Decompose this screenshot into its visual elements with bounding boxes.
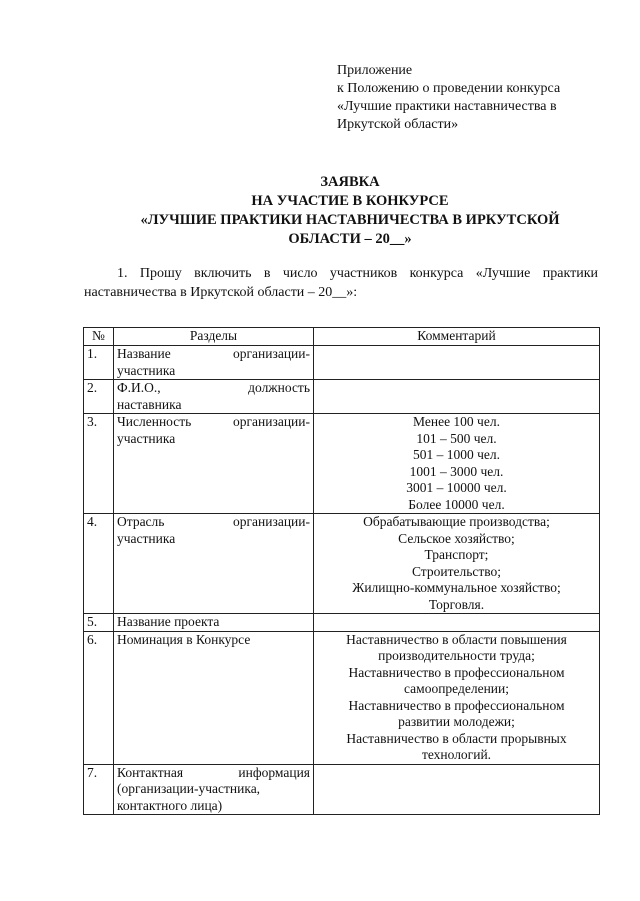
row-section: [114, 346, 314, 380]
row-section: [114, 514, 314, 614]
table-row: [84, 764, 600, 815]
row-comment-empty: [314, 764, 600, 815]
row-number: 1.: [84, 346, 114, 380]
intro-word: 1.: [117, 266, 128, 281]
section-word: организации-: [233, 514, 310, 529]
section-line: участника: [117, 530, 176, 546]
comment-line: 3001 – 10000 чел.: [406, 480, 507, 495]
row-comment: [314, 631, 600, 764]
comment-line: Наставничество в области прорывных: [346, 730, 567, 746]
appendix-line: Приложение: [337, 63, 413, 78]
row-comment: [314, 414, 600, 514]
document-title: [60, 173, 640, 249]
appendix-block: [337, 62, 627, 134]
header-comment: Комментарий: [314, 328, 600, 346]
comment-line: развитии молодежи;: [398, 714, 515, 729]
row-number: 7.: [84, 764, 114, 815]
comment-line: 1001 – 3000 чел.: [409, 463, 504, 479]
intro-paragraph: [84, 264, 598, 302]
comment-line: 101 – 500 чел.: [416, 430, 497, 446]
section-word: Ф.И.О.,: [117, 380, 161, 395]
row-section: [114, 414, 314, 514]
row-comment-empty: [314, 380, 600, 414]
appendix-line: Иркутской области»: [337, 117, 459, 132]
row-comment: [314, 514, 600, 614]
intro-word: практики: [542, 266, 598, 281]
intro-line-2: наставничества в Иркутской области – 20__»:: [84, 285, 358, 300]
intro-word: в: [263, 266, 271, 281]
section-word: Название: [117, 346, 171, 361]
comment-line: Обрабатывающие производства;: [363, 514, 550, 529]
comment-line: Менее 100 чел.: [413, 414, 500, 429]
table-row: [84, 414, 600, 514]
appendix-line: к Положению о проведении конкурса: [337, 81, 561, 96]
section-word: организации-: [233, 346, 310, 361]
section-word: организации-: [233, 414, 310, 429]
appendix-line: «Лучшие практики наставничества в: [337, 99, 557, 114]
row-comment-empty: [314, 346, 600, 380]
section-line: участника: [117, 430, 176, 446]
intro-word: участников: [329, 266, 398, 281]
title-line: НА УЧАСТИЕ В КОНКУРСЕ: [251, 193, 449, 209]
section-word: должность: [248, 380, 310, 395]
title-line: ОБЛАСТИ – 20__»: [288, 231, 412, 247]
table-row: [84, 614, 600, 632]
comment-line: Строительство;: [411, 563, 502, 579]
comment-line: самоопределении;: [404, 681, 509, 696]
comment-line: Наставничество в профессиональном: [348, 664, 565, 680]
comment-line: Более 10000 чел.: [408, 496, 505, 512]
row-section: Название проекта: [114, 614, 314, 632]
table-header-row: [84, 328, 600, 346]
comment-line: производительности труда;: [378, 648, 535, 663]
comment-line: технологий.: [421, 747, 492, 762]
intro-word: включить: [194, 266, 252, 281]
comment-line: Наставничество в профессиональном: [348, 697, 565, 713]
section-word: Отрасль: [117, 514, 165, 529]
section-word: информация: [238, 764, 310, 780]
comment-line: Жилищно-коммунальное хозяйство;: [352, 580, 561, 595]
header-sections: Разделы: [114, 328, 314, 346]
row-comment-empty: [314, 614, 600, 632]
row-number: 6.: [84, 631, 114, 764]
row-section: Номинация в Конкурсе: [114, 631, 314, 764]
section-line: наставника: [117, 396, 182, 412]
table-row: [84, 380, 600, 414]
intro-word: конкурса: [409, 266, 464, 281]
title-line: «ЛУЧШИЕ ПРАКТИКИ НАСТАВНИЧЕСТВА В ИРКУТСКОЙ: [140, 212, 560, 228]
row-number: 3.: [84, 414, 114, 514]
comment-line: Наставничество в области повышения: [346, 631, 567, 647]
header-number: №: [84, 328, 114, 346]
title-line: ЗАЯВКА: [320, 174, 380, 190]
section-line: (организации-участника,: [117, 781, 261, 796]
table-row: [84, 514, 600, 614]
row-number: 4.: [84, 514, 114, 614]
intro-line-1: [84, 264, 598, 283]
row-number: 2.: [84, 380, 114, 414]
comment-line: Торговля.: [428, 596, 485, 612]
intro-word: Прошу: [139, 266, 182, 281]
table-row: [84, 346, 600, 380]
comment-line: 501 – 1000 чел.: [412, 447, 501, 462]
row-number: 5.: [84, 614, 114, 632]
comment-line: Транспорт;: [424, 547, 489, 562]
table-row: [84, 631, 600, 764]
application-table: [83, 327, 600, 815]
section-word: Численность: [117, 414, 192, 429]
section-word: Контактная: [117, 764, 184, 780]
intro-word: «Лучшие: [475, 266, 531, 281]
section-line: участника: [117, 362, 176, 378]
comment-line: Сельское хозяйство;: [398, 530, 515, 546]
row-section: [114, 380, 314, 414]
intro-word: число: [282, 266, 318, 281]
section-line: контактного лица): [117, 797, 223, 813]
row-section: [114, 764, 314, 815]
